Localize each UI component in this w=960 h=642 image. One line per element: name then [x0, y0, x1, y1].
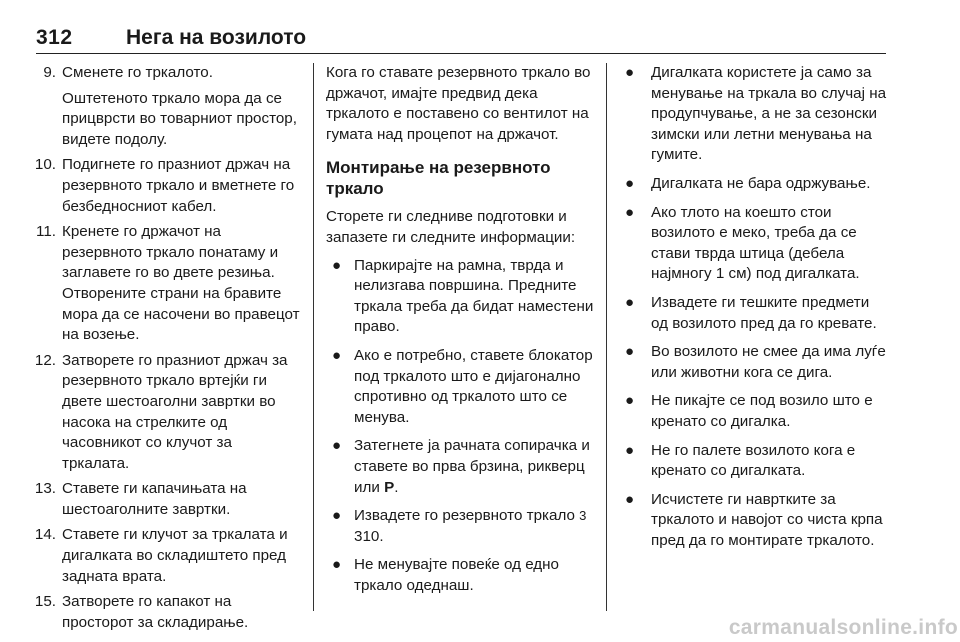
step-item	[32, 63, 302, 150]
step-text: Затворете го капакот на просторот за складирање.	[62, 593, 249, 631]
bullet-icon: ●	[625, 203, 635, 221]
step-item	[32, 222, 302, 346]
step-number: 14.	[34, 526, 56, 544]
step-number: 11.	[36, 223, 56, 241]
column-mounting	[326, 63, 594, 604]
bullet-item	[328, 436, 594, 498]
bullet-icon: ●	[625, 293, 635, 311]
bullet-item	[617, 391, 889, 432]
section-title: Нега на возилото	[126, 26, 307, 49]
bullet-text: Дигалката не бара одржување.	[651, 174, 871, 192]
bullet-item	[328, 506, 594, 547]
bullet-item	[328, 555, 594, 596]
step-number: 10.	[34, 156, 56, 174]
bullet-text: Извадете ги тешките предмети од возилото пред да го кревате.	[651, 293, 877, 332]
bullet-item	[617, 174, 889, 195]
bullet-item	[328, 256, 594, 338]
column-steps	[32, 63, 302, 638]
bullet-item	[617, 441, 889, 482]
bullet-text: Исчистете ги навртките за тркалото и навојот со чиста крпа пред да го монтирате тркалото.	[651, 490, 883, 549]
step-item	[32, 525, 302, 587]
bullet-icon: ●	[332, 256, 342, 274]
bullet-icon: ●	[625, 392, 635, 410]
step-text: Кренете го држачот на резервното тркало понатаму и заглавете го во двете резињa. Отворените страни на бравите мора да се насочени во правецот на возење.	[62, 223, 300, 344]
bullet-item	[617, 63, 889, 166]
bullet-text: Ако е потребно, ставете блокатор под тркалото што е дијагонално спротивно од тркалото што се менува.	[354, 346, 593, 426]
watermark: carmanualsonline.info	[728, 616, 958, 639]
bullet-item	[617, 203, 889, 285]
step-number: 9.	[43, 64, 56, 81]
step-number: 12.	[34, 351, 56, 369]
step-item	[32, 479, 302, 520]
header-rule	[36, 53, 886, 54]
step-item	[32, 351, 302, 475]
bullet-text: Не го палете возилото кога е кренато со дигалката.	[651, 441, 856, 480]
step-text: Ставете ги клучот за тркалата и дигалката во складиштето пред задната врата.	[62, 526, 288, 585]
step-number: 13.	[34, 480, 56, 498]
bullet-icon: ●	[625, 490, 635, 508]
step-item	[32, 155, 302, 217]
gear-letter: P	[384, 478, 395, 496]
bullet-icon: ●	[625, 174, 635, 192]
bullet-icon: ●	[332, 346, 342, 364]
bullet-icon: ●	[625, 64, 635, 81]
bullet-text: Не пикајте се под возило што е кренато со дигалка.	[651, 392, 873, 430]
page-reference-icon: 3	[579, 508, 587, 524]
subsection-heading: Монтирање на резервното тркало	[326, 158, 551, 199]
bullet-icon: ●	[625, 343, 635, 361]
page-number: 312	[36, 26, 73, 49]
bullet-text-main: Затегнете ја рачната сопирачка и ставете во прва брзина, рикверц или	[354, 437, 590, 496]
lead-paragraph: Сторете ги следниве подготовки и запазете ги следните информации:	[326, 208, 576, 246]
column-divider	[313, 63, 314, 611]
bullet-item	[617, 293, 889, 334]
bullet-text: Не менувајте повеќе од едно тркало одеднаш.	[354, 556, 560, 594]
bullet-text-main: Извадете го резервното тркало	[354, 507, 580, 525]
page-header	[36, 26, 886, 52]
bullet-text-end: .	[394, 478, 399, 496]
bullet-text: Во возилото не смее да има луѓе или животни кога се дига.	[651, 343, 886, 381]
step-number: 15.	[34, 593, 56, 611]
step-item	[32, 592, 302, 633]
page-reference: 310.	[354, 527, 384, 545]
bullet-item	[617, 342, 889, 383]
bullet-item	[328, 346, 594, 428]
bullet-text: Дигалката користете ја само за менување на тркала во случај на продупчување, а не за сезонски зимски или летни менувања на гумите.	[651, 64, 887, 164]
bullet-icon: ●	[332, 556, 342, 574]
bullet-icon: ●	[332, 507, 342, 525]
step-text: Затворете го празниот држач за резервното тркало вртејќи ги двете шестоаголни завртки во насока на стрелките од часовникот со клучот за тркалата.	[62, 351, 288, 472]
step-text: Ставете ги капачињата на шестоаголните завртки.	[62, 480, 247, 518]
bullet-item	[617, 490, 889, 552]
step-text: Оштетеното тркало мора да се прицврсти во товарниот простор, видете подолу.	[62, 89, 297, 148]
step-text: Сменете го тркалото.	[62, 64, 213, 81]
column-warnings	[617, 63, 889, 559]
bullet-text	[354, 506, 594, 547]
bullet-icon: ●	[625, 441, 635, 459]
intro-paragraph: Кога го ставате резервното тркало во држачот, имајте предвид дека тркалото е поставено со вентилот на гумата над процепот на држачот.	[326, 64, 591, 143]
step-text: Подигнете го празниот држач на резервното тркало и вметнете го безбедносниот кабел.	[62, 156, 295, 215]
bullet-text: Ако тлото на коешто стои возилото е меко, треба да се стави тврда штица (дебела најмногу 1 см) под дигалката.	[651, 203, 860, 283]
bullet-text: Паркирајте на рамна, тврда и нелизгава површина. Предните тркала треба да бидат наместени право.	[354, 256, 594, 336]
bullet-icon: ●	[332, 437, 342, 455]
column-divider	[606, 63, 607, 611]
bullet-text	[354, 436, 594, 498]
